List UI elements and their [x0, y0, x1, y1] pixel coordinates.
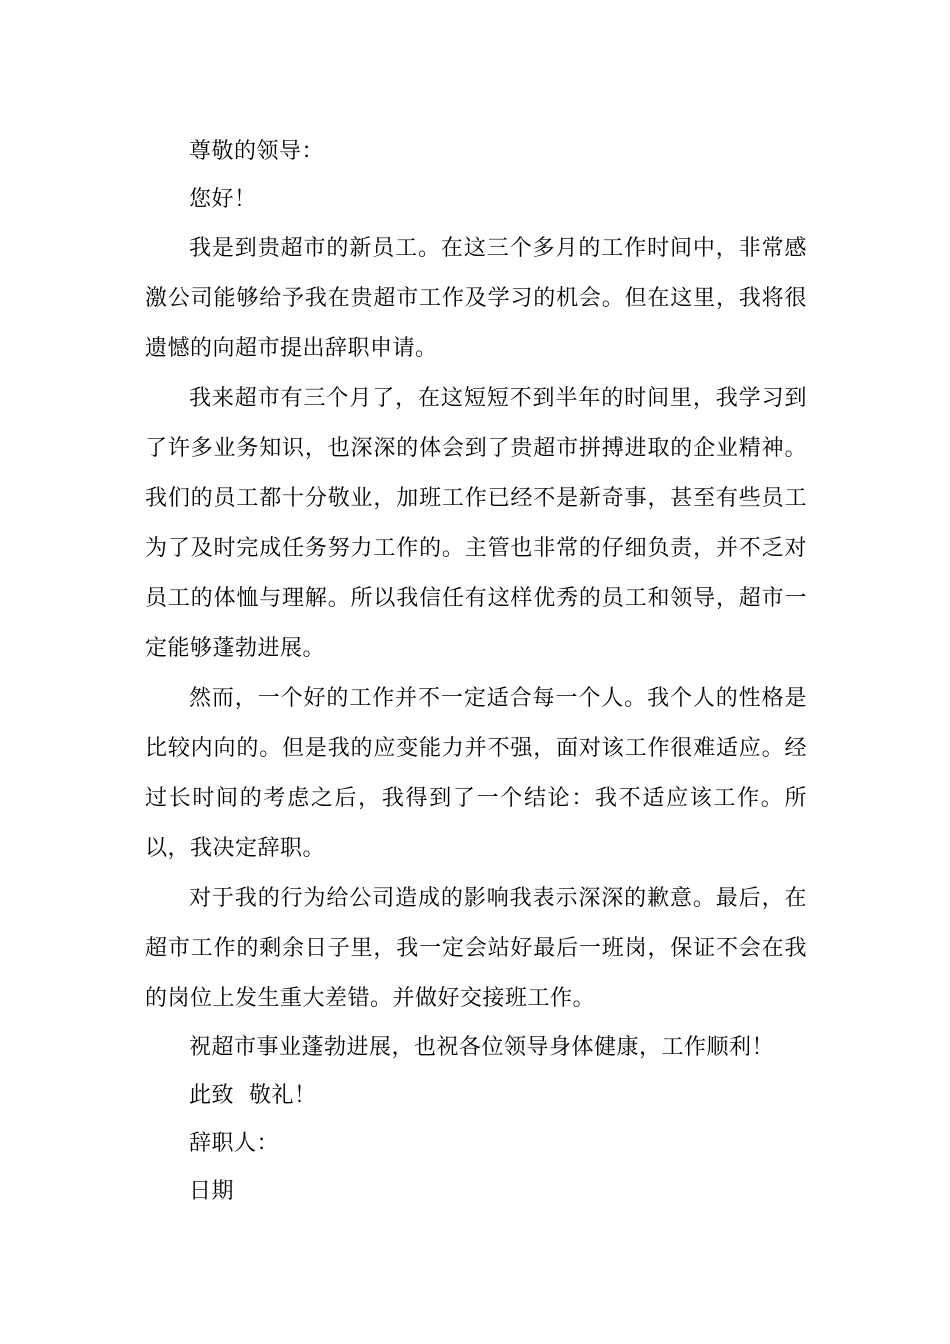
paragraph-intro: 我是到贵超市的新员工。在这三个多月的工作时间中，非常感激公司能够给予我在贵超市工作及学习的机会。但在这里，我将很遗憾的向超市提出辞职申请。	[145, 236, 807, 361]
date-label: 日期	[189, 1179, 235, 1204]
greeting: 您好！	[189, 187, 257, 212]
wishes: 祝超市事业蓬勃进展，也祝各位领导身体健康，工作顺利！	[189, 1035, 775, 1060]
paragraph-experience: 我来超市有三个月了，在这短短不到半年的时间里，我学习到了许多业务知识，也深深的体会到了贵超市拼搏进取的企业精神。我们的员工都十分敬业，加班工作已经不是新奇事，甚至有些员工为了及时完成任务努力工作的。主管也非常的仔细负责，并不乏对员工的体恤与理解。所以我信任有这样优秀的员工和领导，超市一定能够蓬勃进展。	[145, 386, 807, 661]
paragraph-reason: 然而，一个好的工作并不一定适合每一个人。我个人的性格是比较内向的。但是我的应变能力并不强，面对该工作很难适应。经过长时间的考虑之后，我得到了一个结论：我不适应该工作。所以，我决定辞职。	[145, 686, 807, 861]
closing: 此致 敬礼！	[189, 1083, 317, 1108]
signature-label: 辞职人：	[189, 1131, 280, 1156]
salutation: 尊敬的领导：	[189, 139, 325, 164]
paragraph-apology: 对于我的行为给公司造成的影响我表示深深的歉意。最后，在超市工作的剩余日子里，我一定会站好最后一班岗，保证不会在我的岗位上发生重大差错。并做好交接班工作。	[145, 886, 807, 1011]
resignation-letter	[145, 128, 807, 1216]
